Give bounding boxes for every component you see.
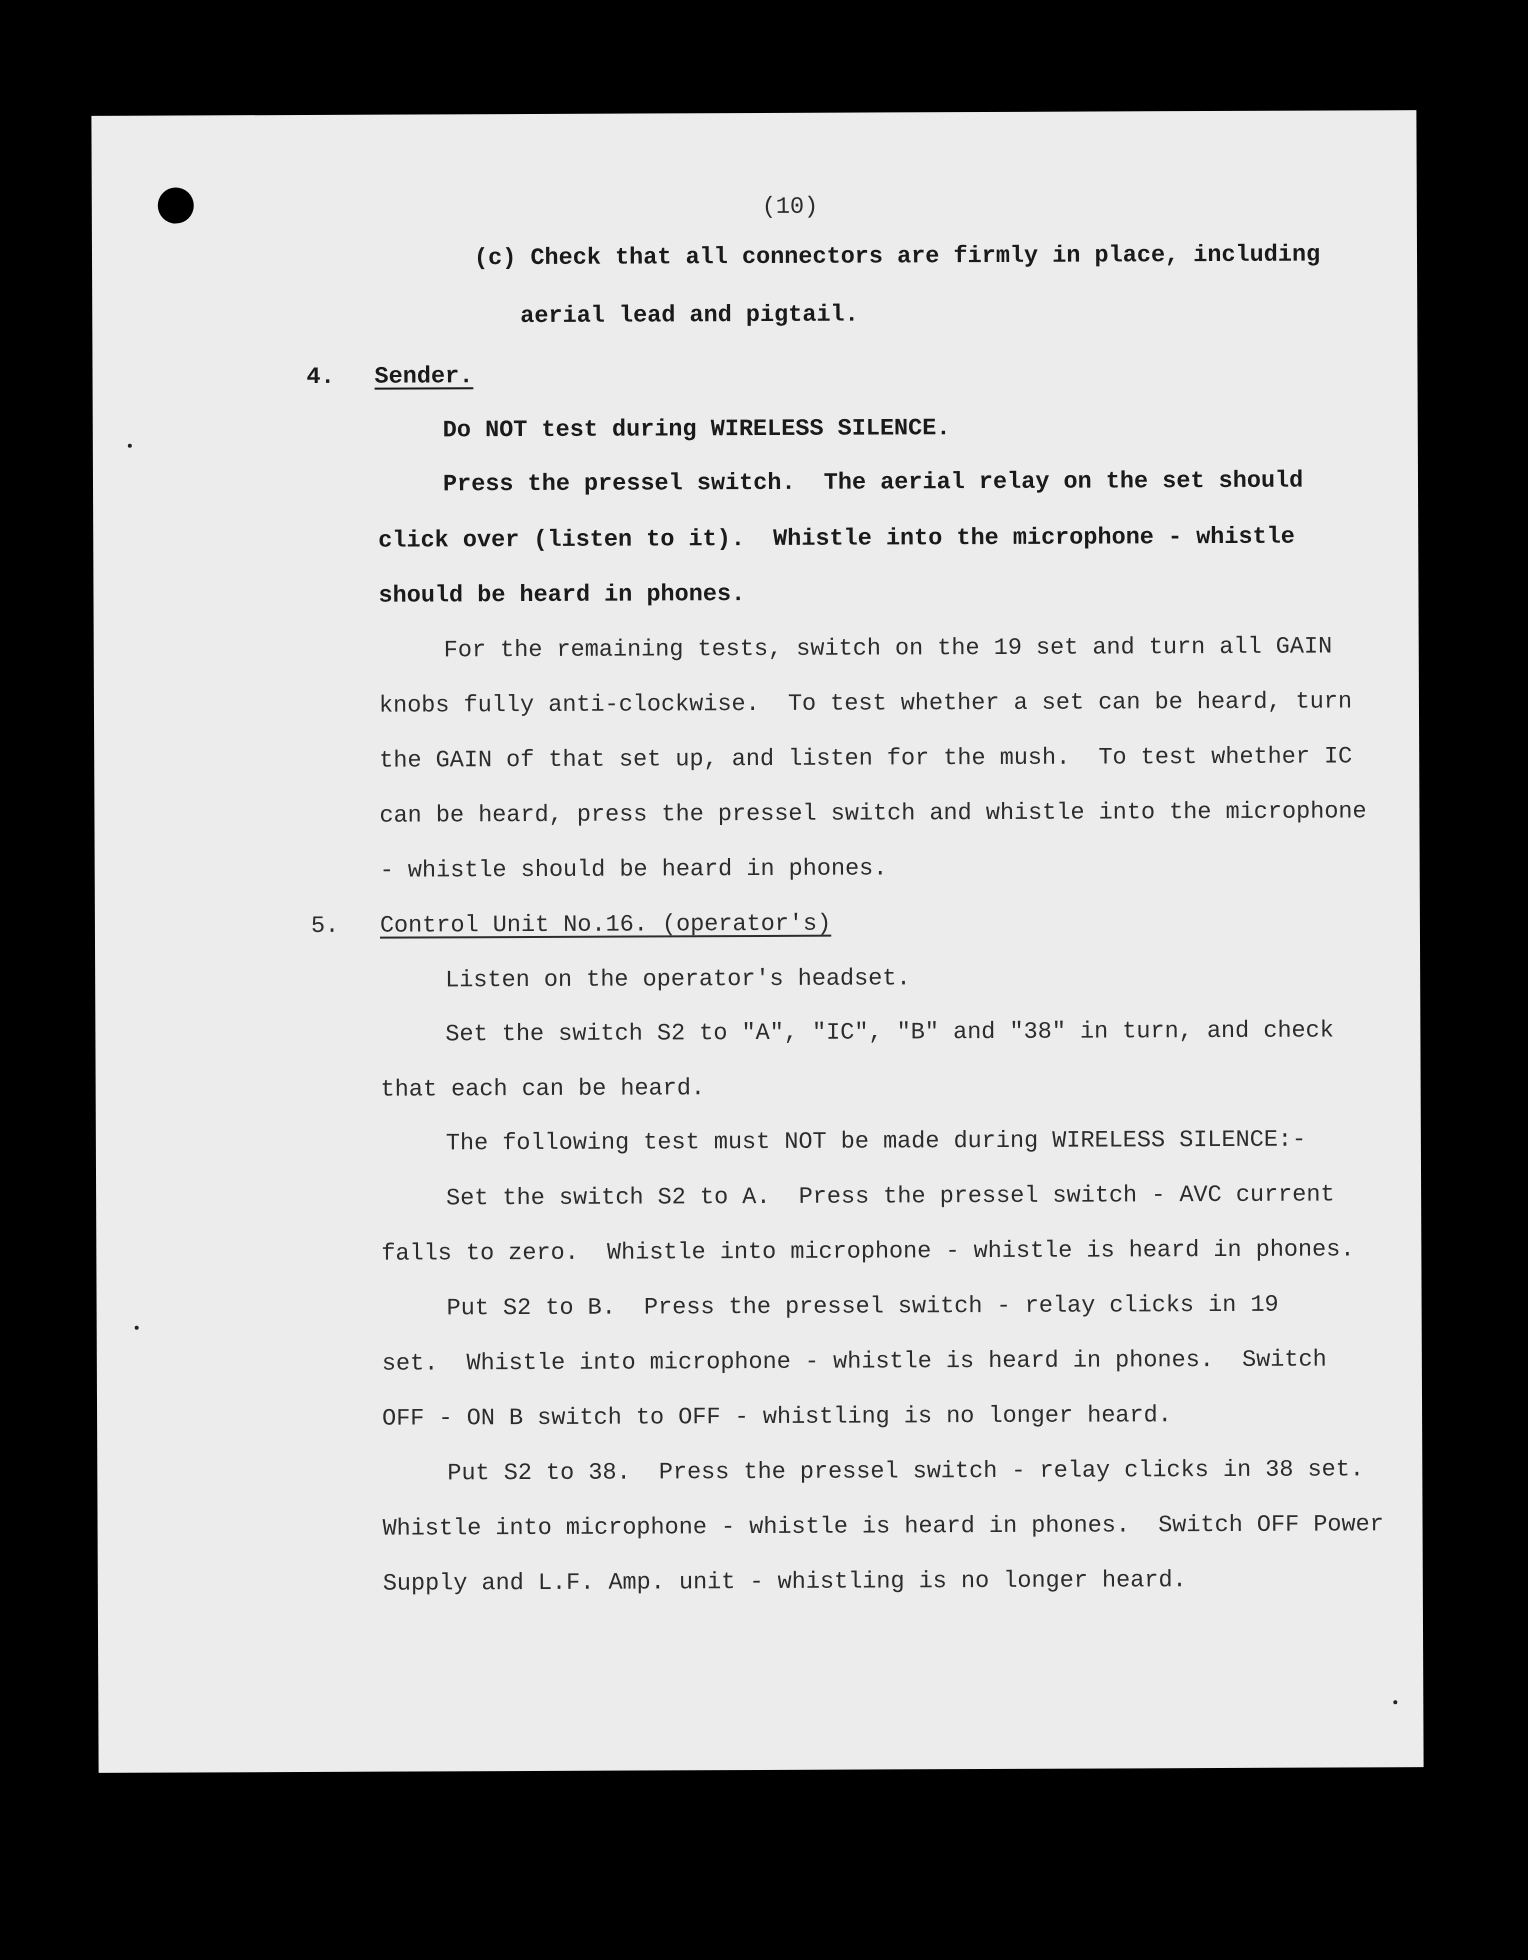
section-5-para3-line-1: Put S2 to B. Press the pressel switch - relay clicks in 19 [446, 1291, 1279, 1323]
section-5-para4-line-3: Supply and L.F. Amp. unit - whistling is no longer heard. [382, 1567, 1187, 1598]
speck [1393, 1700, 1397, 1704]
document-page [91, 110, 1423, 1773]
section-5-para1-line-1: Set the switch S2 to "A", "IC", "B" and "38" in turn, and check [445, 1017, 1334, 1049]
section-4-number: 4. [306, 363, 335, 391]
paper-specks [91, 110, 1416, 116]
section-5-para3-line-3: OFF - ON B switch to OFF - whistling is no longer heard. [382, 1402, 1172, 1433]
item-c-line-1: (c) Check that all connectors are firmly in place, including [473, 241, 1321, 273]
punch-hole [158, 187, 194, 223]
section-4-warning: Do NOT test during WIRELESS SILENCE. [442, 415, 951, 445]
section-5-para4-line-1: Put S2 to 38. Press the pressel switch - relay clicks in 38 set. [447, 1456, 1365, 1488]
page-number: (10) [761, 193, 819, 221]
section-5-para1-line-2: that each can be heard. [380, 1075, 706, 1104]
section-5-note: The following test must NOT be made during WIRELESS SILENCE:- [445, 1126, 1307, 1158]
speck [128, 444, 132, 448]
section-4-para2-line-2: knobs fully anti-clockwise. To test whether a set can be heard, turn [378, 688, 1353, 720]
section-5-para2-line-2: falls to zero. Whistle into microphone - whistle is heard in phones. [381, 1236, 1355, 1268]
section-4-heading: Sender. [374, 363, 474, 391]
section-4-para1-line-2: click over (listen to it). Whistle into the microphone - whistle [378, 523, 1295, 555]
section-5-heading: Control Unit No.16. (operator's) [379, 910, 832, 940]
section-5-listen: Listen on the operator's headset. [445, 965, 911, 995]
section-4-para2-line-1: For the remaining tests, switch on the 19 set and turn all GAIN [443, 633, 1333, 665]
speck [135, 1326, 139, 1330]
section-5-para2-line-1: Set the switch S2 to A. Press the pressel switch - AVC current [446, 1181, 1335, 1213]
section-5-number: 5. [310, 912, 340, 940]
item-c-line-2: aerial lead and pigtail. [520, 301, 859, 331]
section-4-para2-line-5: - whistle should be heard in phones. [379, 855, 888, 885]
section-4-para2-line-3: the GAIN of that set up, and listen for the mush. To test whether IC [379, 743, 1353, 775]
section-4-para1-line-3: should be heard in phones. [378, 581, 746, 610]
section-4-para2-line-4: can be heard, press the pressel switch and whistle into the microphone [379, 798, 1367, 830]
section-5-para4-line-2: Whistle into microphone - whistle is heard in phones. Switch OFF Power [382, 1511, 1384, 1543]
section-5-para3-line-2: set. Whistle into microphone - whistle is heard in phones. Switch [381, 1346, 1327, 1378]
section-4-para1-line-1: Press the pressel switch. The aerial relay on the set should [442, 467, 1304, 499]
